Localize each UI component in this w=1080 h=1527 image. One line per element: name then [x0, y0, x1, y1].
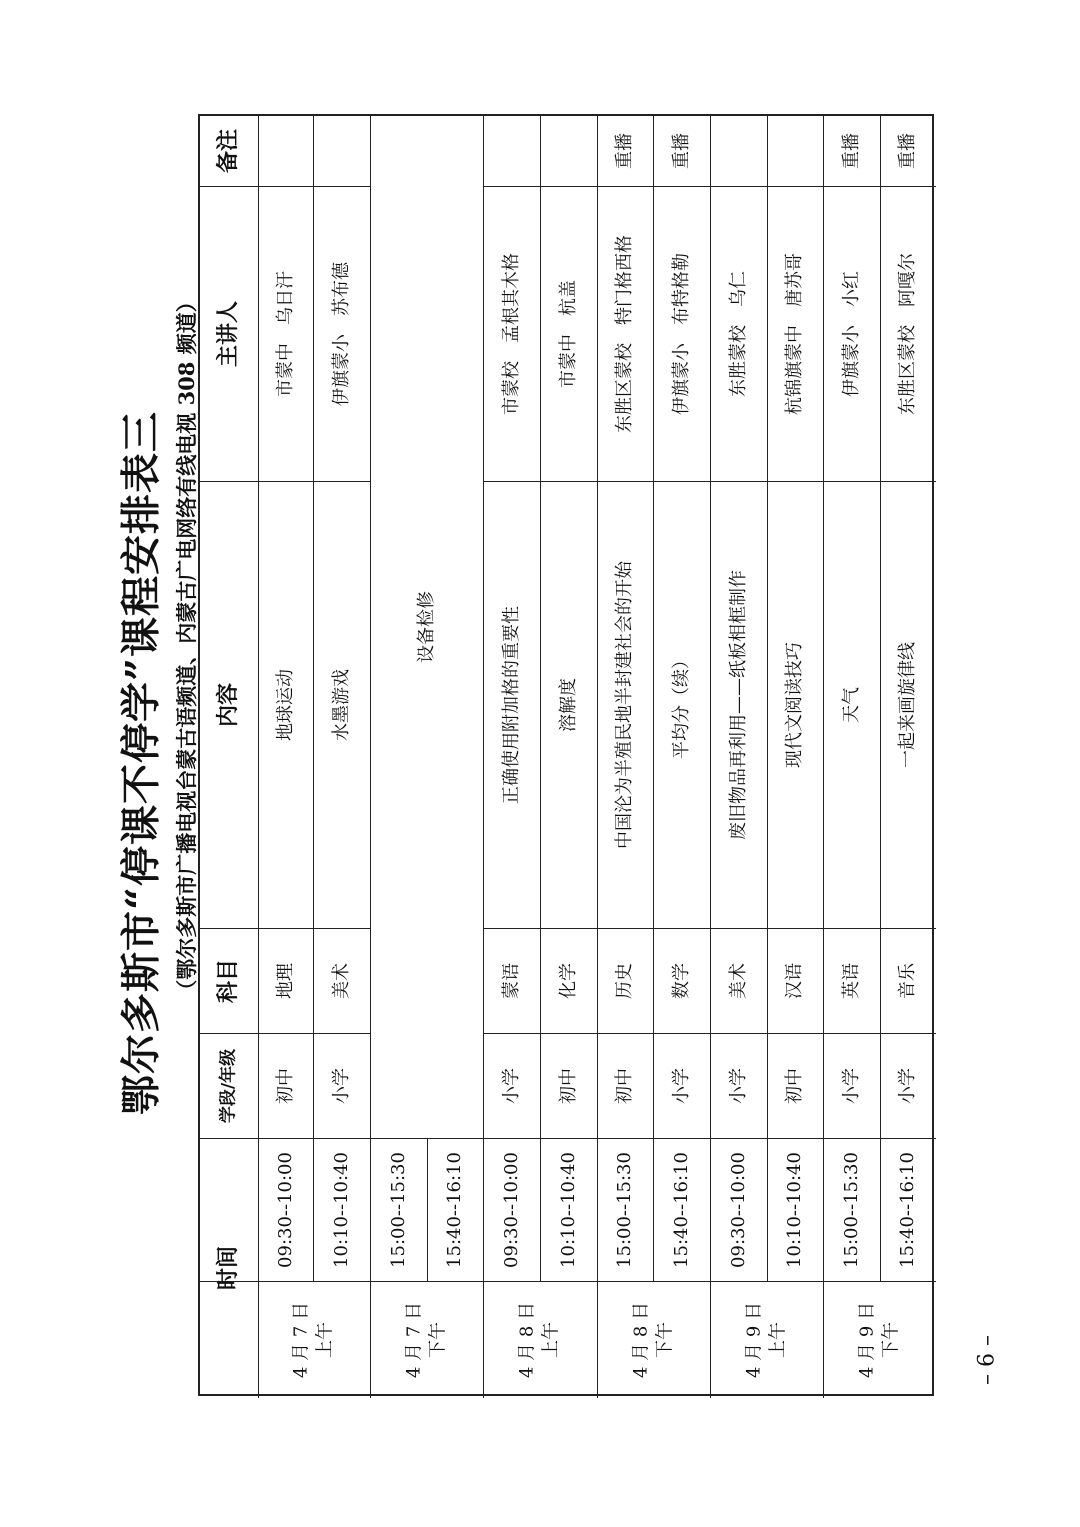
table-grid-line-h [823, 1033, 936, 1034]
table-grid-line-v [483, 116, 484, 1398]
header-speaker: 主讲人 [215, 300, 242, 367]
header-grade: 学段/年级 [218, 1048, 239, 1123]
time-cell: 09:30--10:00 [500, 1151, 522, 1268]
table-grid-line-h [483, 186, 597, 187]
grade-cell: 初中 [783, 1067, 805, 1104]
time-cell: 15:00--15:30 [613, 1151, 635, 1268]
note-cell: 重播 [613, 133, 635, 169]
subject-cell: 英语 [840, 962, 862, 999]
speaker-cell: 伊旗蒙小 小红 [840, 270, 862, 397]
content-cell: 天气 [840, 686, 862, 723]
table-grid-line-h [483, 1138, 597, 1139]
speaker-cell: 市蒙中 杭盖 [557, 279, 579, 388]
date-cell: 4 月 7 日 上午 [290, 1301, 336, 1378]
speaker-cell: 市蒙校 孟根其木格 [500, 252, 522, 415]
time-cell: 15:40--16:10 [670, 1151, 692, 1268]
content-cell: 水墨游戏 [330, 668, 352, 741]
speaker-cell: 伊旗蒙小 苏布德 [330, 261, 352, 406]
header-time: 时间 [215, 1245, 242, 1291]
subject-cell: 音乐 [896, 962, 918, 999]
subject-cell: 美术 [727, 962, 749, 999]
table-grid-line-v [370, 116, 371, 1398]
time-cell: 10:10--10:40 [557, 1151, 579, 1268]
grade-cell: 小学 [330, 1067, 352, 1104]
table-grid-line-h [483, 928, 597, 929]
time-cell: 10:10--10:40 [330, 1151, 352, 1268]
table-grid-line-h [200, 481, 258, 482]
table-grid-line-v [653, 116, 654, 1138]
subject-cell: 数学 [670, 962, 692, 999]
table-grid-line-h [258, 481, 370, 482]
table-grid-line-v [653, 1138, 654, 1281]
table-grid-line-h [200, 1033, 258, 1034]
table-grid-line-h [483, 481, 597, 482]
date-cell: 4 月 7 日 下午 [403, 1301, 449, 1378]
content-cell: 溶解度 [557, 677, 579, 732]
content-cell: 平均分（续） [670, 650, 692, 759]
table-grid-line-v [427, 1138, 428, 1281]
table-grid-line-h [200, 1138, 258, 1139]
table-grid-line-h [823, 1138, 936, 1139]
table-grid-line-h [710, 1138, 823, 1139]
content-cell: 现代文阅读技巧 [783, 641, 805, 768]
speaker-cell: 杭锦旗蒙中 唐苏哥 [783, 252, 805, 415]
note-cell: 重播 [670, 133, 692, 169]
table-grid-line-h [258, 1033, 370, 1034]
content-cell: 正确使用附加格的重要性 [500, 605, 522, 804]
subject-cell: 蒙语 [500, 962, 522, 999]
page-number: – 6 – [974, 1335, 1000, 1385]
note-cell: 重播 [840, 133, 862, 169]
grade-cell: 小学 [896, 1067, 918, 1104]
table-grid-line-h [710, 928, 823, 929]
time-cell: 10:10--10:40 [783, 1151, 805, 1268]
table-grid-line-h [597, 1138, 710, 1139]
grade-cell: 小学 [727, 1067, 749, 1104]
table-grid-line-v [313, 116, 314, 1138]
table-grid-line-h [200, 186, 258, 187]
table-grid-line-v [767, 116, 768, 1138]
table-grid-line-h [258, 1138, 370, 1139]
speaker-cell: 市蒙中 乌日汗 [274, 270, 296, 397]
content-cell: 一起来画旋律线 [896, 641, 918, 768]
table-grid-line-h [370, 1138, 483, 1139]
date-cell: 4 月 8 日 上午 [516, 1301, 562, 1378]
speaker-cell: 东胜区蒙校 特门格西格 [613, 234, 635, 433]
table-grid-line-h [483, 1033, 597, 1034]
subject-cell: 汉语 [783, 962, 805, 999]
note-cell: 重播 [896, 133, 918, 169]
time-cell: 15:00--15:30 [840, 1151, 862, 1268]
table-grid-line-v [880, 1138, 881, 1281]
date-cell: 4 月 9 日 下午 [856, 1301, 902, 1378]
grade-cell: 初中 [613, 1067, 635, 1104]
time-cell: 09:30--10:00 [274, 1151, 296, 1268]
table-grid-line-v [540, 116, 541, 1138]
table-grid-line-v [597, 116, 598, 1398]
table-grid-line-v [258, 116, 259, 1398]
table-grid-line-h [597, 1281, 710, 1282]
table-grid-line-h [710, 481, 823, 482]
table-grid-line-h [200, 928, 258, 929]
time-cell: 15:40--16:10 [896, 1151, 918, 1268]
content-cell: 中国沦为半殖民地半封建社会的开始 [613, 560, 635, 849]
subject-cell: 化学 [557, 962, 579, 999]
table-grid-line-h [258, 186, 370, 187]
table-grid-line-h [597, 928, 710, 929]
table-grid-line-h [483, 1281, 597, 1282]
subject-cell: 美术 [330, 962, 352, 999]
table-grid-line-v [540, 1138, 541, 1281]
time-cell: 15:00--15:30 [387, 1151, 409, 1268]
table-grid-line-h [597, 481, 710, 482]
date-cell: 4 月 9 日 上午 [743, 1301, 789, 1378]
grade-cell: 小学 [840, 1067, 862, 1104]
header-note: 备注 [215, 128, 242, 174]
table-grid-line-h [370, 1281, 483, 1282]
table-grid-line-v [767, 1138, 768, 1281]
page-title: 鄂尔多斯市“停课不停学”课程安排表三 [117, 410, 165, 1116]
time-cell: 15:40--16:10 [443, 1151, 465, 1268]
table-grid-line-h [710, 1033, 823, 1034]
time-cell: 09:30--10:00 [727, 1151, 749, 1268]
table-grid-line-v [710, 116, 711, 1398]
table-grid-line-h [823, 481, 936, 482]
page-subtitle: （鄂尔多斯市广播电视台蒙古语频道、内蒙古广电网络有线电视 308 频道） [174, 291, 199, 1001]
grade-cell: 初中 [557, 1067, 579, 1104]
content-cell: 地球运动 [274, 668, 296, 741]
table-grid-line-h [823, 928, 936, 929]
table-grid-line-h [258, 928, 370, 929]
content-cell: 废旧物品再利用——纸板相框制作 [727, 569, 749, 840]
subject-cell: 地理 [274, 962, 296, 999]
table-grid-line-v [313, 1138, 314, 1281]
table-grid-line-v [880, 116, 881, 1138]
table-grid-line-h [710, 1281, 823, 1282]
date-cell: 4 月 8 日 下午 [630, 1301, 676, 1378]
table-grid-line-h [597, 186, 710, 187]
speaker-cell: 东胜蒙校 乌仁 [727, 270, 749, 397]
header-subject: 科目 [215, 958, 242, 1003]
table-grid-line-h [710, 186, 823, 187]
schedule-table [198, 114, 934, 1396]
grade-cell: 小学 [670, 1067, 692, 1104]
table-grid-line-h [823, 1281, 936, 1282]
table-grid-line-v [823, 116, 824, 1398]
maintenance-cell: 设备检修 [415, 591, 437, 663]
grade-cell: 初中 [274, 1067, 296, 1104]
subject-cell: 历史 [613, 962, 635, 999]
speaker-cell: 东胜区蒙校 阿嘎尔 [896, 252, 918, 415]
table-grid-line-h [823, 186, 936, 187]
table-grid-line-h [597, 1033, 710, 1034]
header-content: 内容 [215, 682, 242, 727]
speaker-cell: 伊旗蒙小 布特格勒 [670, 252, 692, 415]
grade-cell: 小学 [500, 1067, 522, 1104]
table-grid-line-h [258, 1281, 370, 1282]
